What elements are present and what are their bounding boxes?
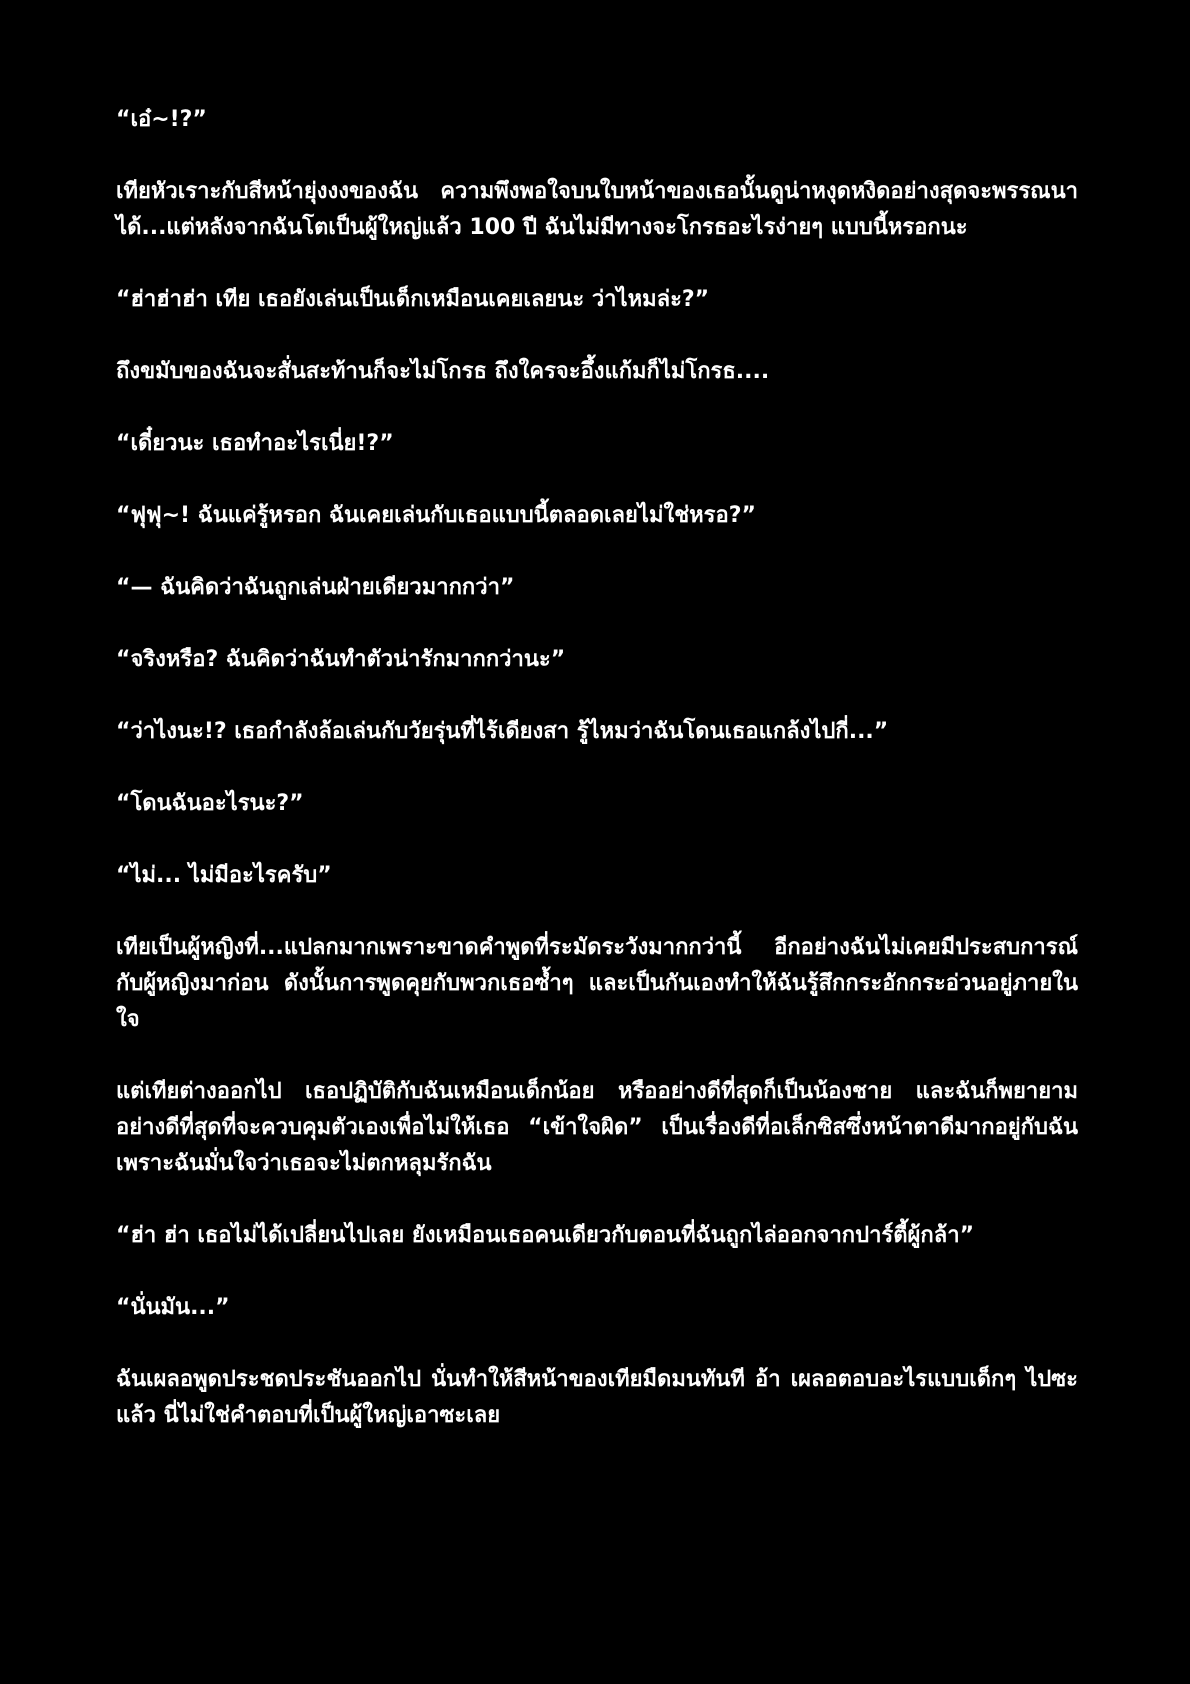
paragraph-16: ฉันเผลอพูดประชดประชันออกไป นั่นทำให้สีหน้าของเทียมืดมนทันที อ้า เผลอตอบอะไรแบบเด็กๆ ไปซะแล้ว นี่ไม่ใช่คำตอบที่เป็นผู้ใหญ่เอาซะเลย bbox=[116, 1367, 1078, 1428]
paragraph-12: เทียเป็นผู้หญิงที่...แปลกมากเพราะขาดคำพูดที่ระมัดระวังมากกว่านี้ อีกอย่างฉันไม่เคยมีประสบการณ์กับผู้หญิงมาก่อน ดังนั้นการพูดคุยกับพวกเธอซ้ำๆ และเป็นกันเองทำให้ฉันรู้สึกกระอักกระอ่วนอยู่ภายในใจ bbox=[116, 935, 1078, 1032]
paragraph-11: “ไม่... ไม่มีอะไรครับ” bbox=[116, 863, 332, 888]
paragraph-1: “เอ๋~!?” bbox=[116, 107, 207, 132]
paragraph-2: เทียหัวเราะกับสีหน้ายุ่งงงของฉัน ความพึงพอใจบนใบหน้าของเธอนั้นดูน่าหงุดหงิดอย่างสุดจะพรรณนาได้...แต่หลังจากฉันโตเป็นผู้ใหญ่แล้ว 100 ปี ฉันไม่มีทางจะโกรธอะไรง่ายๆ แบบนี้หรอกนะ bbox=[116, 179, 1078, 240]
paragraph-10: “โดนฉันอะไรนะ?” bbox=[116, 791, 304, 816]
paragraph-3: “ฮ่าฮ่าฮ่า เทีย เธอยังเล่นเป็นเด็กเหมือนเคยเลยนะ ว่าไหมล่ะ?” bbox=[116, 287, 710, 312]
paragraph-7: “— ฉันคิดว่าฉันถูกเล่นฝ่ายเดียวมากกว่า” bbox=[116, 575, 515, 600]
paragraph-14: “ฮ่า ฮ่า เธอไม่ได้เปลี่ยนไปเลย ยังเหมือนเธอคนเดียวกับตอนที่ฉันถูกไล่ออกจากปาร์ตี้ผู้กล้า” bbox=[116, 1223, 975, 1248]
paragraph-4: ถึงขมับของฉันจะสั่นสะท้านก็จะไม่โกรธ ถึงใครจะอึ้งแก้มก็ไม่โกรธ.... bbox=[116, 359, 770, 384]
paragraph-9: “ว่าไงนะ!? เธอกำลังล้อเล่นกับวัยรุ่นที่ไร้เดียงสา รู้ไหมว่าฉันโดนเธอแกล้งไปกี่...” bbox=[116, 719, 889, 744]
paragraph-6: “ฟุฟุ~! ฉันแค่รู้หรอก ฉันเคยเล่นกับเธอแบบนี้ตลอดเลยไม่ใช่หรอ?” bbox=[116, 503, 756, 528]
novel-page bbox=[116, 102, 1078, 1470]
paragraph-5: “เดี๋ยวนะ เธอทำอะไรเนี่ย!?” bbox=[116, 431, 394, 456]
paragraph-13: แต่เทียต่างออกไป เธอปฏิบัติกับฉันเหมือนเด็กน้อย หรืออย่างดีที่สุดก็เป็นน้องชาย และฉันก็พยายามอย่างดีที่สุดที่จะควบคุมตัวเองเพื่อไม่ให้เธอ “เข้าใจผิด” เป็นเรื่องดีที่อเล็กซิสซึ่งหน้าตาดีมากอยู่กับฉัน เพราะฉันมั่นใจว่าเธอจะไม่ตกหลุมรักฉัน bbox=[116, 1079, 1078, 1176]
paragraph-8: “จริงหรือ? ฉันคิดว่าฉันทำตัวน่ารักมากกว่านะ” bbox=[116, 647, 566, 672]
paragraph-15: “นั่นมัน...” bbox=[116, 1295, 230, 1320]
